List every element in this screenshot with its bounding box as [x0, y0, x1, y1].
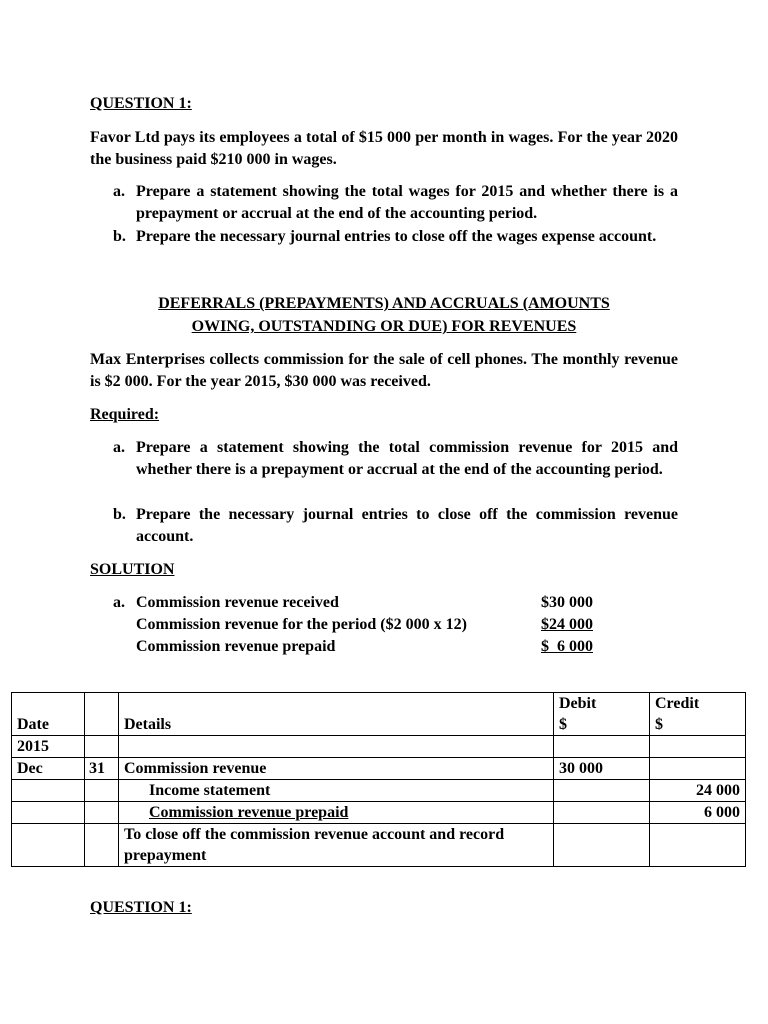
- cell-credit: 6 000: [650, 802, 746, 824]
- solution-heading: SOLUTION: [90, 561, 175, 578]
- cell-details: [119, 736, 554, 758]
- solution-row-received: [113, 592, 603, 614]
- question1-paragraph: Favor Ltd pays its employees a total of $15 000 per month in wages. For the year 2020 the business paid $210 000 in wages.: [90, 129, 678, 168]
- section-heading-line2: OWING, OUTSTANDING OR DUE) FOR REVENUES: [191, 318, 577, 335]
- header-details: Details: [119, 693, 554, 736]
- details-text: Income statement: [149, 782, 271, 799]
- list-marker: a.: [113, 439, 125, 456]
- solution-label: Commission revenue received: [136, 594, 339, 611]
- header-debit-unit: $: [559, 716, 567, 733]
- table-header-row: [12, 693, 746, 736]
- question1-item-b: [113, 226, 678, 248]
- cell-debit: [554, 824, 650, 867]
- list-item-text: Prepare a statement showing the total wages for 2015 and whether there is a prepayment or accrual at the end of the accounting period.: [136, 183, 678, 222]
- header-debit: [554, 693, 650, 736]
- cell-debit: [554, 736, 650, 758]
- list-item-text: Prepare the necessary journal entries to close off the wages expense account.: [136, 228, 657, 245]
- solution-row-period: [113, 614, 603, 636]
- cell-credit: [650, 758, 746, 780]
- required-item-b: [113, 504, 678, 548]
- cell-details: To close off the commission revenue account and record prepayment: [119, 824, 554, 867]
- cell-day: [85, 780, 119, 802]
- header-day: [85, 693, 119, 736]
- footer-question-heading: QUESTION 1:: [90, 899, 192, 916]
- solution-amount: $24 000: [541, 616, 593, 633]
- cell-day: 31: [85, 758, 119, 780]
- required-item-a: [113, 437, 678, 481]
- cell-credit: 24 000: [650, 780, 746, 802]
- cell-debit: [554, 780, 650, 802]
- cell-details: [119, 780, 554, 802]
- solution-amount: $30 000: [541, 594, 593, 611]
- cell-month: Dec: [12, 758, 85, 780]
- list-marker: a.: [113, 183, 125, 200]
- cell-month: [12, 824, 85, 867]
- header-credit: [650, 693, 746, 736]
- list-item-text: Prepare the necessary journal entries to close off the commission revenue account.: [136, 506, 678, 545]
- table-row: [12, 802, 746, 824]
- header-date: Date: [12, 693, 85, 736]
- table-row: [12, 736, 746, 758]
- cell-details: [119, 802, 554, 824]
- journal-table: [11, 692, 746, 867]
- header-credit-label: Credit: [655, 695, 700, 712]
- details-text: Commission revenue prepaid: [149, 804, 349, 821]
- list-marker: b.: [113, 506, 126, 523]
- table-row: [12, 758, 746, 780]
- solution-label: Commission revenue for the period ($2 000 x 12): [136, 616, 467, 633]
- cell-day: [85, 802, 119, 824]
- section-paragraph: Max Enterprises collects commission for the sale of cell phones. The monthly revenue is $2 000. For the year 2015, $30 000 was received.: [90, 351, 678, 390]
- cell-month: 2015: [12, 736, 85, 758]
- solution-amount: $ 6 000: [541, 638, 593, 655]
- cell-debit: 30 000: [554, 758, 650, 780]
- cell-day: [85, 824, 119, 867]
- cell-credit: [650, 824, 746, 867]
- cell-credit: [650, 736, 746, 758]
- cell-month: [12, 780, 85, 802]
- table-row: [12, 824, 746, 867]
- cell-day: [85, 736, 119, 758]
- required-label: Required:: [90, 406, 160, 423]
- solution-label: Commission revenue prepaid: [136, 638, 336, 655]
- table-row: [12, 780, 746, 802]
- list-marker: b.: [113, 228, 126, 245]
- cell-debit: [554, 802, 650, 824]
- cell-details: Commission revenue: [119, 758, 554, 780]
- question1-item-a: [113, 181, 678, 225]
- question1-heading: QUESTION 1:: [90, 95, 192, 112]
- section-heading-line1: DEFERRALS (PREPAYMENTS) AND ACCRUALS (AMOUNTS: [158, 295, 610, 312]
- cell-month: [12, 802, 85, 824]
- list-item-text: Prepare a statement showing the total commission revenue for 2015 and whether there is a prepayment or accrual at the end of the accounting period.: [136, 439, 678, 478]
- header-debit-label: Debit: [559, 695, 597, 712]
- list-marker: a.: [113, 594, 125, 611]
- header-credit-unit: $: [655, 716, 663, 733]
- solution-row-prepaid: [113, 636, 603, 658]
